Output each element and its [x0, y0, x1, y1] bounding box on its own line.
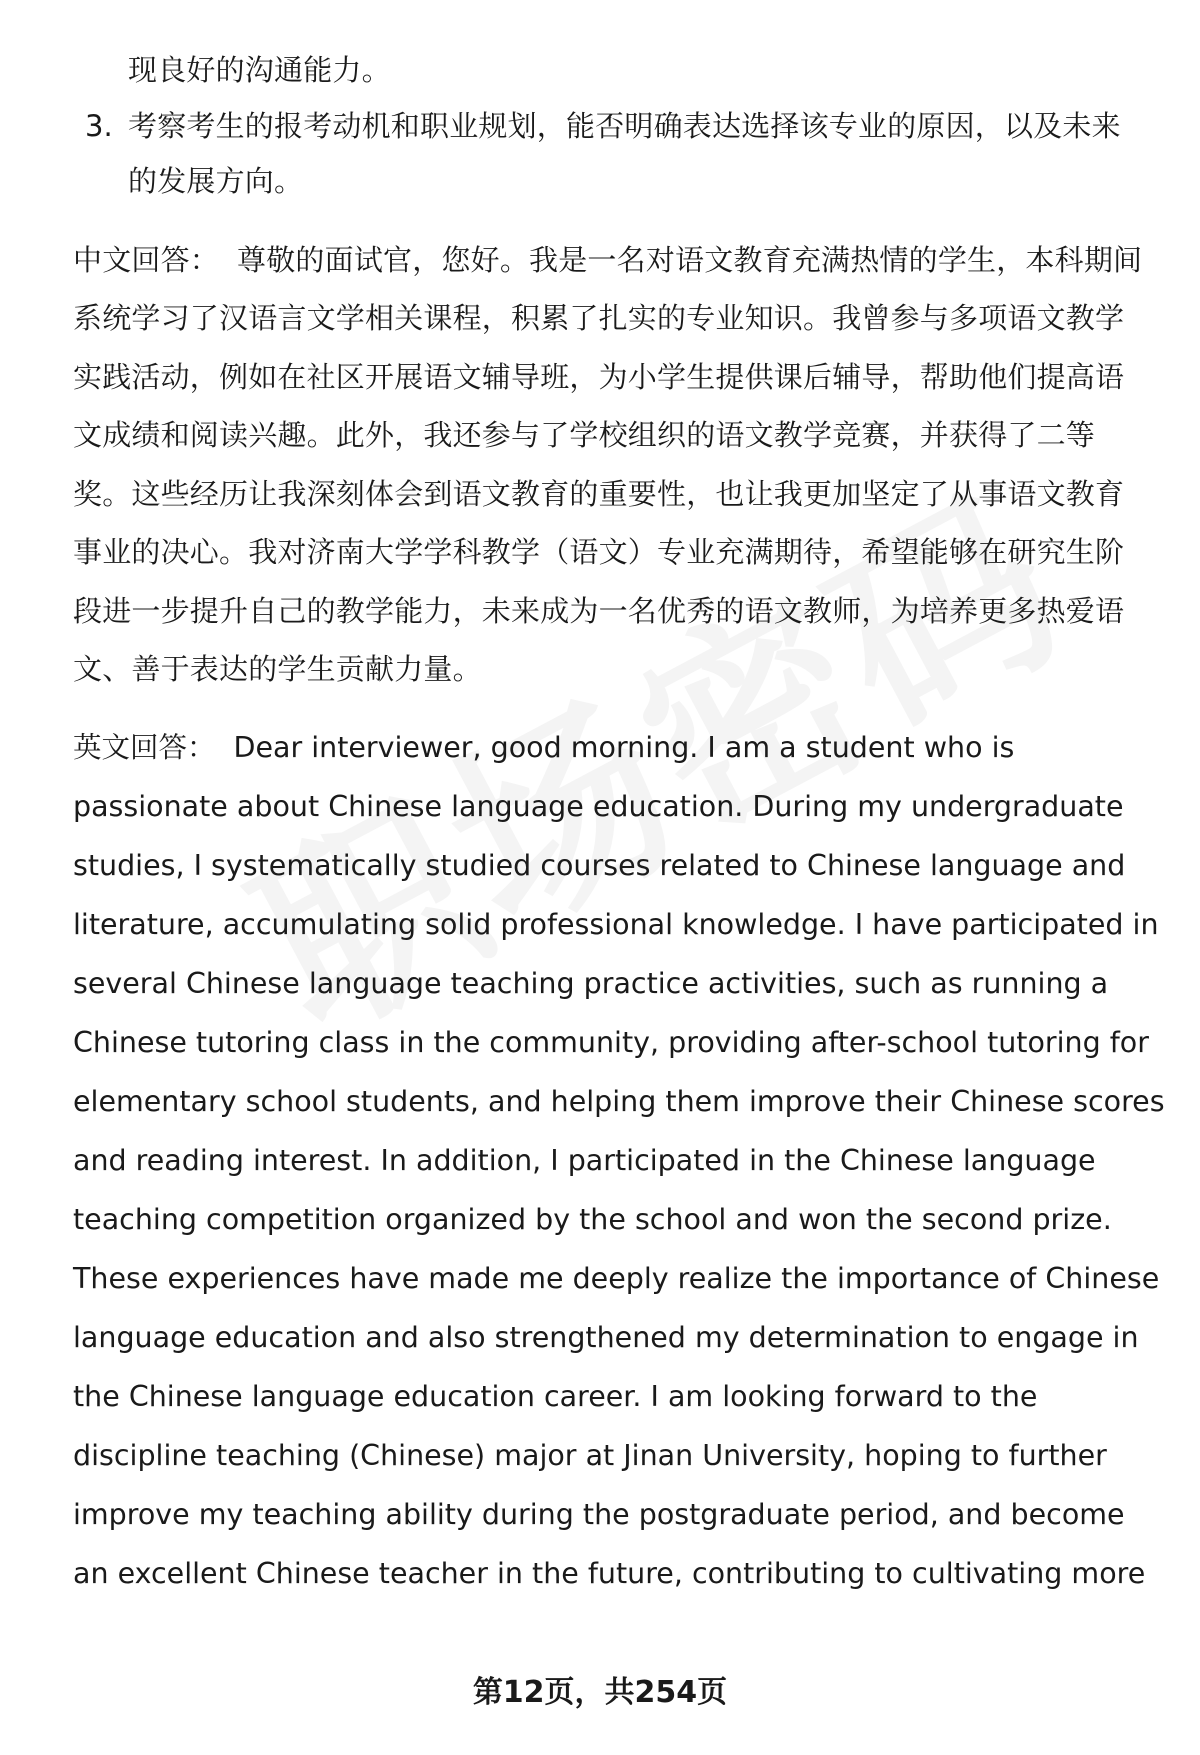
english-answer-label: 英文回答：	[73, 731, 216, 764]
chinese-answer-line-4: 文成绩和阅读兴趣。此外，我还参与了学校组织的语文教学竞赛，并获得了二等	[73, 418, 1096, 452]
page-number-footer: 第12页，共254页	[472, 1675, 728, 1710]
chinese-answer-line-6: 事业的决心。我对济南大学学科教学（语文）专业充满期待，希望能够在研究生阶	[73, 535, 1125, 569]
english-answer-line-2: passionate about Chinese language education. During my undergraduate	[73, 790, 1124, 823]
chinese-answer-line-8: 文、善于表达的学生贡献力量。	[73, 652, 482, 686]
english-answer-line-4: literature, accumulating solid professional knowledge. I have participated in	[73, 908, 1159, 941]
list-item-3-number: 3.	[85, 109, 113, 143]
english-answer-line-8: and reading interest. In addition, I participated in the Chinese language	[73, 1144, 1096, 1177]
english-answer-line-14: improve my teaching ability during the postgraduate period, and become	[73, 1498, 1125, 1531]
english-answer-text-1: Dear interviewer, good morning. I am a student who is	[233, 731, 1015, 764]
english-answer-line-11: language education and also strengthened my determination to engage in	[73, 1321, 1139, 1354]
english-answer-line-10: These experiences have made me deeply realize the importance of Chinese	[73, 1262, 1160, 1295]
english-answer-line-1	[73, 728, 1153, 768]
chinese-answer-line-1	[73, 240, 1153, 280]
chinese-answer-text-1: 尊敬的面试官，您好。我是一名对语文教育充满热情的学生，本科期间	[237, 243, 1143, 277]
list-item-3-line-1: 考察考生的报考动机和职业规划，能否明确表达选择该专业的原因，以及未来	[128, 109, 1121, 143]
english-answer-line-7: elementary school students, and helping them improve their Chinese scores	[73, 1085, 1165, 1118]
english-answer-line-6: Chinese tutoring class in the community, providing after-school tutoring for	[73, 1026, 1149, 1059]
chinese-answer-line-3: 实践活动，例如在社区开展语文辅导班，为小学生提供课后辅导，帮助他们提高语	[73, 360, 1125, 394]
english-answer-line-13: discipline teaching (Chinese) major at Jinan University, hoping to further	[73, 1439, 1107, 1472]
english-answer-line-9: teaching competition organized by the school and won the second prize.	[73, 1203, 1112, 1236]
list-item-3-line-2: 的发展方向。	[128, 164, 304, 198]
english-answer-line-12: the Chinese language education career. I am looking forward to the	[73, 1380, 1038, 1413]
chinese-answer-line-2: 系统学习了汉语言文学相关课程，积累了扎实的专业知识。我曾参与多项语文教学	[73, 301, 1125, 335]
chinese-answer-line-5: 奖。这些经历让我深刻体会到语文教育的重要性，也让我更加坚定了从事语文教育	[73, 477, 1125, 511]
english-answer-line-15: an excellent Chinese teacher in the future, contributing to cultivating more	[73, 1557, 1146, 1590]
list-item-2-tail: 现良好的沟通能力。	[128, 53, 391, 87]
chinese-answer-label: 中文回答：	[73, 243, 220, 277]
english-answer-line-5: several Chinese language teaching practice activities, such as running a	[73, 967, 1109, 1000]
english-answer-line-3: studies, I systematically studied courses related to Chinese language and	[73, 849, 1126, 882]
chinese-answer-line-7: 段进一步提升自己的教学能力，未来成为一名优秀的语文教师，为培养更多热爱语	[73, 594, 1125, 628]
